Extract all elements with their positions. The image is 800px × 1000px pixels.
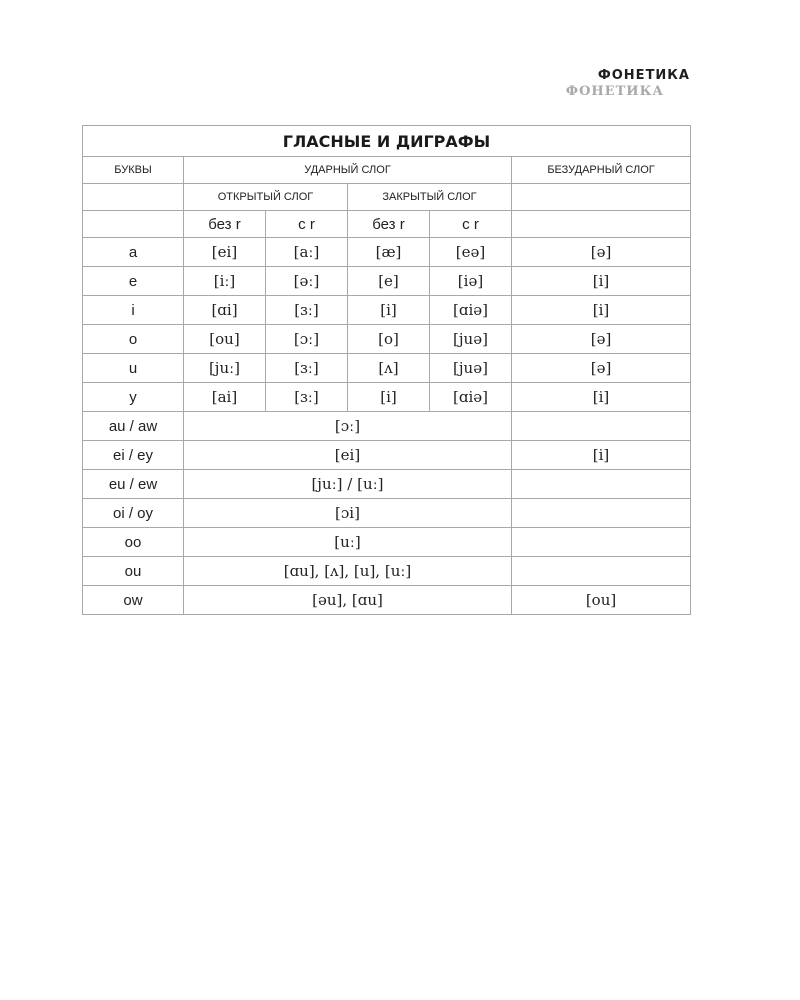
open-without-r-cell: [ei] bbox=[184, 238, 266, 267]
unstressed-cell: [ə] bbox=[512, 238, 691, 267]
letter-cell: u bbox=[83, 354, 184, 383]
open-with-r-cell: [ɜː] bbox=[266, 296, 348, 325]
running-header bbox=[566, 68, 690, 100]
letter-cell: e bbox=[83, 267, 184, 296]
table-row bbox=[83, 528, 691, 557]
open-with-r-cell: [aː] bbox=[266, 238, 348, 267]
header-subtitle: ФОНЕТИКА bbox=[565, 84, 664, 99]
table-row bbox=[83, 296, 691, 325]
closed-without-r-cell: [e] bbox=[348, 267, 430, 296]
open-with-r-cell: [əː] bbox=[266, 267, 348, 296]
empty-cell bbox=[83, 211, 184, 238]
letter-cell: ow bbox=[83, 586, 184, 615]
table-row bbox=[83, 383, 691, 412]
subheader-open-with-r: с r bbox=[266, 211, 348, 238]
table-row bbox=[83, 267, 691, 296]
table-row bbox=[83, 499, 691, 528]
open-without-r-cell: [juː] bbox=[184, 354, 266, 383]
table-row bbox=[83, 586, 691, 615]
empty-cell bbox=[83, 184, 184, 211]
closed-with-r-cell: [juə] bbox=[430, 325, 512, 354]
letter-cell: y bbox=[83, 383, 184, 412]
vowels-digraphs-table bbox=[82, 125, 691, 615]
closed-with-r-cell: [juə] bbox=[430, 354, 512, 383]
unstressed-cell: [i] bbox=[512, 296, 691, 325]
letter-cell: i bbox=[83, 296, 184, 325]
closed-without-r-cell: [i] bbox=[348, 383, 430, 412]
closed-with-r-cell: [eə] bbox=[430, 238, 512, 267]
open-with-r-cell: [ɜː] bbox=[266, 354, 348, 383]
unstressed-cell: [ə] bbox=[512, 325, 691, 354]
header-title: ФОНЕТИКА bbox=[597, 68, 690, 83]
letter-cell: ei / ey bbox=[83, 441, 184, 470]
unstressed-cell: [i] bbox=[512, 441, 691, 470]
unstressed-cell: [ə] bbox=[512, 354, 691, 383]
letter-cell: eu / ew bbox=[83, 470, 184, 499]
unstressed-cell bbox=[512, 528, 691, 557]
open-without-r-cell: [ou] bbox=[184, 325, 266, 354]
empty-cell bbox=[512, 211, 691, 238]
column-header-stressed: УДАРНЫЙ СЛОГ bbox=[184, 157, 512, 184]
table-row bbox=[83, 470, 691, 499]
stressed-cell: [ɔi] bbox=[184, 499, 512, 528]
unstressed-cell: [i] bbox=[512, 267, 691, 296]
table-row bbox=[83, 325, 691, 354]
stressed-cell: [ei] bbox=[184, 441, 512, 470]
letter-cell: a bbox=[83, 238, 184, 267]
letter-cell: ou bbox=[83, 557, 184, 586]
subheader-closed-with-r: с r bbox=[430, 211, 512, 238]
table-row bbox=[83, 238, 691, 267]
stressed-cell: [juː] / [uː] bbox=[184, 470, 512, 499]
closed-with-r-cell: [ɑiə] bbox=[430, 383, 512, 412]
closed-without-r-cell: [o] bbox=[348, 325, 430, 354]
closed-without-r-cell: [ʌ] bbox=[348, 354, 430, 383]
column-header-open-syllable: ОТКРЫТЫЙ СЛОГ bbox=[184, 184, 348, 211]
letter-cell: oi / oy bbox=[83, 499, 184, 528]
closed-with-r-cell: [iə] bbox=[430, 267, 512, 296]
stressed-cell: [uː] bbox=[184, 528, 512, 557]
table-row bbox=[83, 412, 691, 441]
table-title: ГЛАСНЫЕ И ДИГРАФЫ bbox=[83, 126, 691, 157]
unstressed-cell bbox=[512, 412, 691, 441]
closed-with-r-cell: [ɑiə] bbox=[430, 296, 512, 325]
letter-cell: o bbox=[83, 325, 184, 354]
table-row bbox=[83, 354, 691, 383]
open-without-r-cell: [iː] bbox=[184, 267, 266, 296]
open-without-r-cell: [ɑi] bbox=[184, 296, 266, 325]
open-with-r-cell: [ɔː] bbox=[266, 325, 348, 354]
stressed-cell: [əu], [ɑu] bbox=[184, 586, 512, 615]
closed-without-r-cell: [i] bbox=[348, 296, 430, 325]
table-row bbox=[83, 557, 691, 586]
table-row bbox=[83, 441, 691, 470]
letter-cell: au / aw bbox=[83, 412, 184, 441]
stressed-cell: [ɑu], [ʌ], [u], [uː] bbox=[184, 557, 512, 586]
unstressed-cell bbox=[512, 499, 691, 528]
unstressed-cell: [ou] bbox=[512, 586, 691, 615]
letter-cell: oo bbox=[83, 528, 184, 557]
unstressed-cell bbox=[512, 557, 691, 586]
closed-without-r-cell: [æ] bbox=[348, 238, 430, 267]
column-header-letters: БУКВЫ bbox=[83, 157, 184, 184]
stressed-cell: [ɔː] bbox=[184, 412, 512, 441]
open-without-r-cell: [ai] bbox=[184, 383, 266, 412]
column-header-closed-syllable: ЗАКРЫТЫЙ СЛОГ bbox=[348, 184, 512, 211]
open-with-r-cell: [ɜː] bbox=[266, 383, 348, 412]
column-header-unstressed: БЕЗУДАРНЫЙ СЛОГ bbox=[512, 157, 691, 184]
subheader-closed-without-r: без r bbox=[348, 211, 430, 238]
subheader-open-without-r: без r bbox=[184, 211, 266, 238]
unstressed-cell: [i] bbox=[512, 383, 691, 412]
unstressed-cell bbox=[512, 470, 691, 499]
empty-cell bbox=[512, 184, 691, 211]
